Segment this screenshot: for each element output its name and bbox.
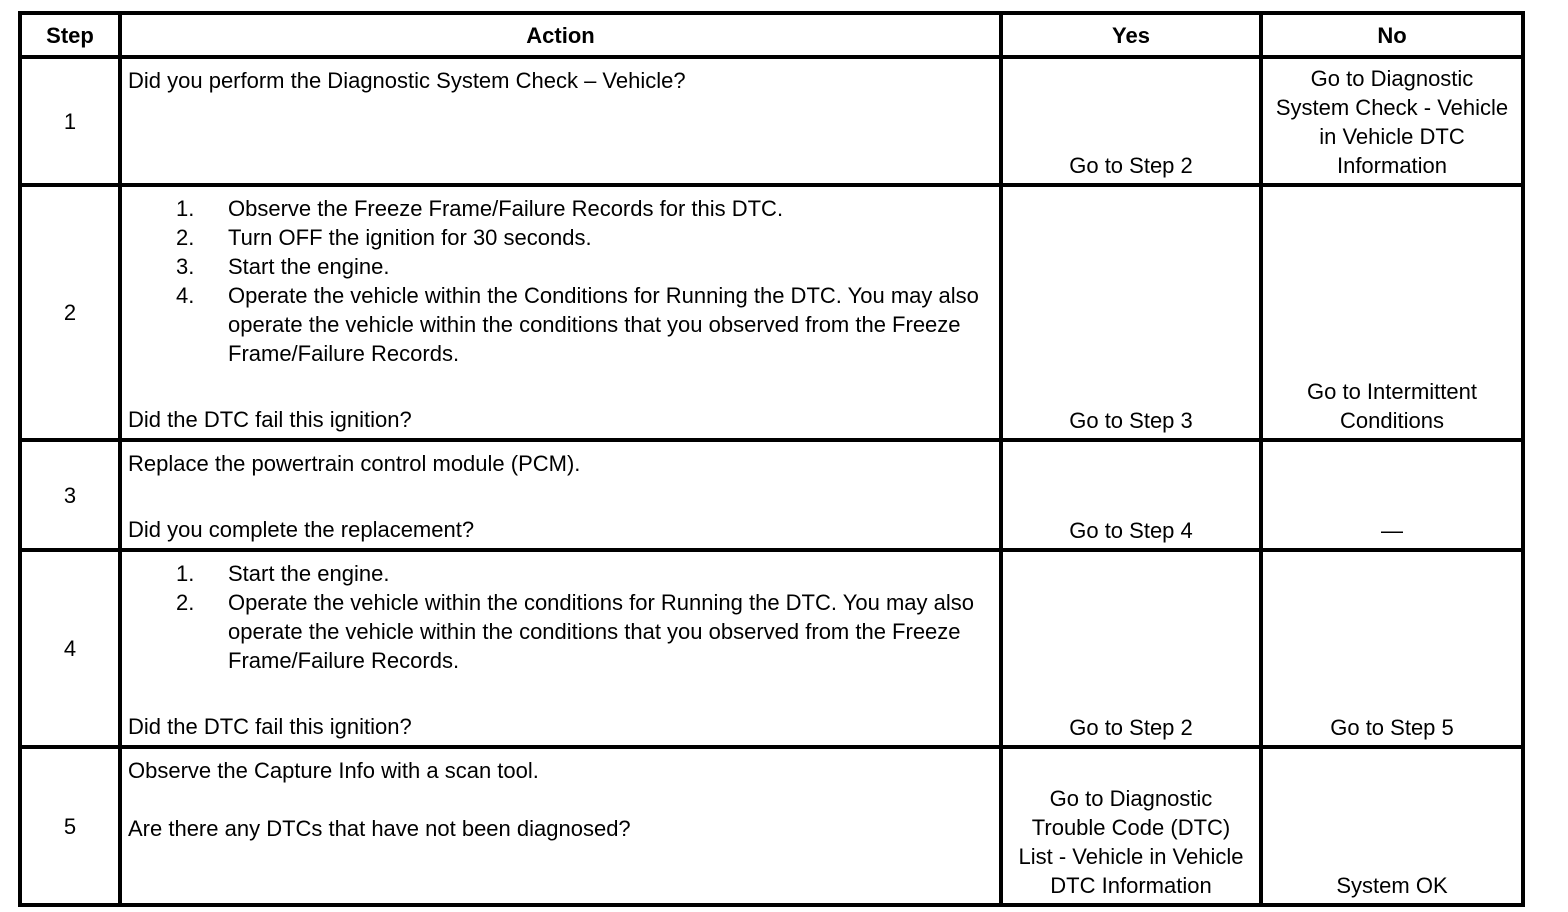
list-text: Start the engine. <box>228 254 390 279</box>
list-number: 2. <box>176 590 195 615</box>
question-text: Did the DTC fail this ignition? <box>128 714 412 739</box>
question-text: Did you complete the replacement? <box>128 517 475 542</box>
question-text: Did the DTC fail this ignition? <box>128 407 412 432</box>
action-cell <box>120 440 1001 550</box>
list-text: Start the engine. <box>228 561 390 586</box>
step-number: 4 <box>20 550 120 747</box>
action-text: Replace the powertrain control module (PCM). <box>128 451 581 476</box>
table-row <box>20 440 1523 550</box>
no-result: System OK <box>1261 747 1523 905</box>
list-text: Operate the vehicle within the Conditions for Running the DTC. You may also operate the vehicle within the conditions that you observed from the Freeze Frame/Failure Records. <box>228 283 979 366</box>
header-yes: Yes <box>1001 13 1261 57</box>
list-text: Observe the Freeze Frame/Failure Records for this DTC. <box>228 196 784 221</box>
action-text: Did you perform the Diagnostic System Check – Vehicle? <box>128 68 686 93</box>
yes-result: Go to Step 4 <box>1001 440 1261 550</box>
table-row <box>20 747 1523 905</box>
list-item <box>128 588 991 675</box>
list-number: 3. <box>176 254 195 279</box>
list-number: 4. <box>176 283 195 308</box>
action-cell <box>120 747 1001 905</box>
list-text: Operate the vehicle within the conditions for Running the DTC. You may also operate the vehicle within the conditions that you observed from the Freeze Frame/Failure Records. <box>228 590 974 673</box>
list-item <box>128 281 991 368</box>
no-result: Go to Diagnostic System Check - Vehicle in Vehicle DTC Information <box>1261 57 1523 185</box>
header-action: Action <box>120 13 1001 57</box>
list-number: 1. <box>176 561 195 586</box>
no-result: Go to Intermittent Conditions <box>1261 185 1523 440</box>
step-number: 2 <box>20 185 120 440</box>
list-item <box>128 559 991 588</box>
action-cell <box>120 185 1001 440</box>
question-text: Are there any DTCs that have not been diagnosed? <box>128 816 631 841</box>
header-row <box>20 13 1523 57</box>
yes-result: Go to Diagnostic Trouble Code (DTC) List - Vehicle in Vehicle DTC Information <box>1001 747 1261 905</box>
header-step: Step <box>20 13 120 57</box>
list-number: 1. <box>176 196 195 221</box>
action-text: Observe the Capture Info with a scan tool. <box>128 758 539 783</box>
list-item <box>128 194 991 223</box>
yes-result: Go to Step 2 <box>1001 550 1261 747</box>
no-result: Go to Step 5 <box>1261 550 1523 747</box>
list-text: Turn OFF the ignition for 30 seconds. <box>228 225 592 250</box>
procedure-list <box>128 194 991 368</box>
header-no: No <box>1261 13 1523 57</box>
procedure-list <box>128 559 991 675</box>
step-number: 1 <box>20 57 120 185</box>
table-row <box>20 185 1523 440</box>
list-number: 2. <box>176 225 195 250</box>
yes-result: Go to Step 2 <box>1001 57 1261 185</box>
list-item <box>128 252 991 281</box>
step-number: 3 <box>20 440 120 550</box>
table-row <box>20 57 1523 185</box>
diagnostic-table <box>18 11 1525 907</box>
step-number: 5 <box>20 747 120 905</box>
action-cell <box>120 550 1001 747</box>
no-result: — <box>1261 440 1523 550</box>
list-item <box>128 223 991 252</box>
yes-result: Go to Step 3 <box>1001 185 1261 440</box>
table-row <box>20 550 1523 747</box>
action-cell <box>120 57 1001 185</box>
